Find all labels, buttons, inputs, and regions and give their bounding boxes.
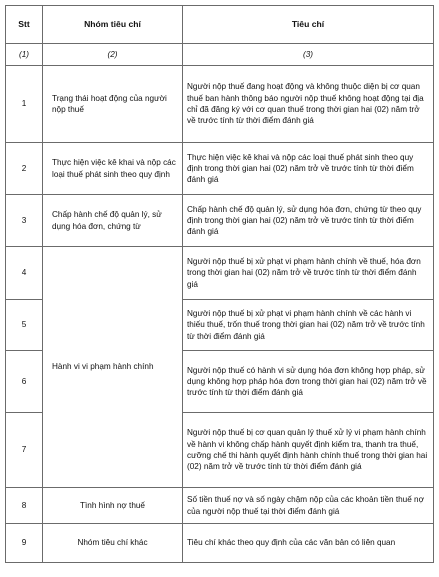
row-criteria: Người nộp thuế bị xử phạt vi phạm hành chính về các hành vi thiếu thuế, trốn thuế trong thời gian hai (02) năm trở về trước tính từ thời điểm đánh giá <box>183 300 434 351</box>
row-criteria: Người nộp thuế bị cơ quan quản lý thuế xử lý vi phạm hành chính về hành vi không chấp hành quyết định kiểm tra, thanh tra thuế, cưỡng chế thi hành quyết định hành chính thuế trong thời gian hai (02) năm trở về trước tính từ thời điểm đánh giá <box>183 413 434 488</box>
row-group: Tình hình nợ thuế <box>43 488 183 524</box>
table-row <box>6 195 434 247</box>
row-criteria: Người nộp thuế có hành vi sử dụng hóa đơn không hợp pháp, sử dụng không hợp pháp hóa đơn trong thời gian hai (02) năm trở về trước tính từ thời điểm đánh giá <box>183 351 434 413</box>
index-cell-3: (3) <box>183 44 434 66</box>
row-criteria: Số tiền thuế nợ và số ngày chậm nộp của các khoản tiền thuế nợ của người nộp thuế tại thời điểm đánh giá <box>183 488 434 524</box>
row-stt: 3 <box>6 195 43 247</box>
row-group: Thực hiện việc kê khai và nộp các loại thuế phát sinh theo quy định <box>43 143 183 195</box>
row-stt: 4 <box>6 247 43 300</box>
table-row <box>6 488 434 524</box>
row-stt: 9 <box>6 524 43 563</box>
row-stt: 6 <box>6 351 43 413</box>
row-criteria: Tiêu chí khác theo quy định của các văn bản có liên quan <box>183 524 434 563</box>
merged-group-cell: Hành vi vi phạm hành chính <box>43 247 183 488</box>
table-row <box>6 524 434 563</box>
row-criteria: Chấp hành chế độ quản lý, sử dụng hóa đơn, chứng từ theo quy định trong thời gian hai (02) năm trở về trước tính từ thời điểm đánh giá <box>183 195 434 247</box>
header-criteria: Tiêu chí <box>183 6 434 44</box>
row-criteria: Người nộp thuế bị xử phạt vi phạm hành chính về thuế, hóa đơn trong thời gian hai (02) năm trở về trước tính từ thời điểm đánh giá <box>183 247 434 300</box>
index-cell-2: (2) <box>43 44 183 66</box>
row-stt: 2 <box>6 143 43 195</box>
row-criteria: Thực hiện việc kê khai và nộp các loại thuế phát sinh theo quy định trong thời gian hai (02) năm trở về trước tính từ thời điểm đánh giá <box>183 143 434 195</box>
table-row <box>6 247 434 300</box>
index-row <box>6 44 434 66</box>
row-group: Nhóm tiêu chí khác <box>43 524 183 563</box>
row-group: Chấp hành chế độ quản lý, sử dụng hóa đơn, chứng từ <box>43 195 183 247</box>
table-row <box>6 66 434 143</box>
row-group: Trạng thái hoạt động của người nộp thuế <box>43 66 183 143</box>
row-stt: 8 <box>6 488 43 524</box>
index-cell-1: (1) <box>6 44 43 66</box>
header-group: Nhóm tiêu chí <box>43 6 183 44</box>
table-row <box>6 143 434 195</box>
criteria-table <box>5 5 434 563</box>
row-stt: 5 <box>6 300 43 351</box>
header-stt: Stt <box>6 6 43 44</box>
row-stt: 1 <box>6 66 43 143</box>
row-criteria: Người nộp thuế đang hoạt động và không thuộc diện bị cơ quan thuế ban hành thông báo người nộp thuế không hoạt động tại địa chỉ đã đăng ký với cơ quan thuế trong thời gian hai (02) năm trở về trước tính từ thời điểm đánh giá <box>183 66 434 143</box>
row-stt: 7 <box>6 413 43 488</box>
header-row <box>6 6 434 44</box>
